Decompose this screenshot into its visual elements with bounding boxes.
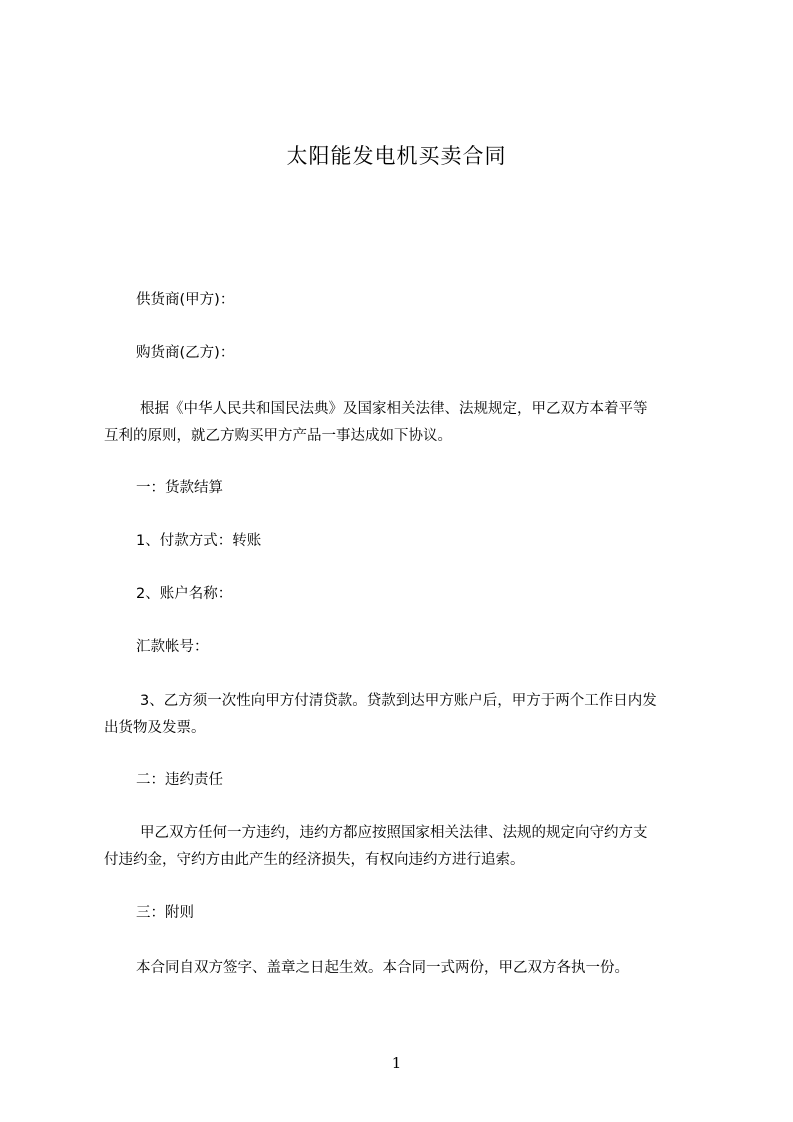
section-heading-payment: 一：货款结算 bbox=[136, 480, 223, 496]
account-name-item: 2、账户名称： bbox=[136, 586, 233, 602]
supplier-label: 供货商(甲方)： bbox=[136, 292, 235, 308]
intro-line-1: 根据《中华人民共和国民法典》及国家相关法律、法规规定，甲乙双方本着平等 bbox=[140, 401, 648, 417]
page-number: 1 bbox=[391, 1054, 402, 1072]
breach-line-2: 付违约金，守约方由此产生的经济损失，有权向违约方进行追索。 bbox=[104, 852, 525, 868]
breach-paragraph bbox=[104, 820, 714, 874]
intro-paragraph bbox=[104, 396, 714, 450]
remit-account-item: 汇款帐号： bbox=[136, 639, 209, 655]
payment-method-item: 1、付款方式：转账 bbox=[136, 533, 262, 549]
payment-terms-line-2: 出货物及发票。 bbox=[104, 720, 206, 736]
payment-terms-paragraph bbox=[104, 688, 714, 742]
effective-clause: 本合同自双方签字、盖章之日起生效。本合同一式两份，甲乙双方各执一份。 bbox=[136, 960, 629, 976]
intro-line-2: 互利的原则，就乙方购买甲方产品一事达成如下协议。 bbox=[104, 428, 452, 444]
page-title: 太阳能发电机买卖合同 bbox=[286, 144, 507, 168]
section-heading-supplementary: 三：附则 bbox=[136, 905, 194, 921]
payment-terms-line-1: 3、乙方须一次性向甲方付清贷款。贷款到达甲方账户后，甲方于两个工作日内发 bbox=[140, 693, 657, 709]
section-heading-breach: 二：违约责任 bbox=[136, 772, 223, 788]
breach-line-1: 甲乙双方任何一方违约，违约方都应按照国家相关法律、法规的规定向守约方支 bbox=[140, 825, 648, 841]
buyer-label: 购货商(乙方)： bbox=[136, 345, 235, 361]
